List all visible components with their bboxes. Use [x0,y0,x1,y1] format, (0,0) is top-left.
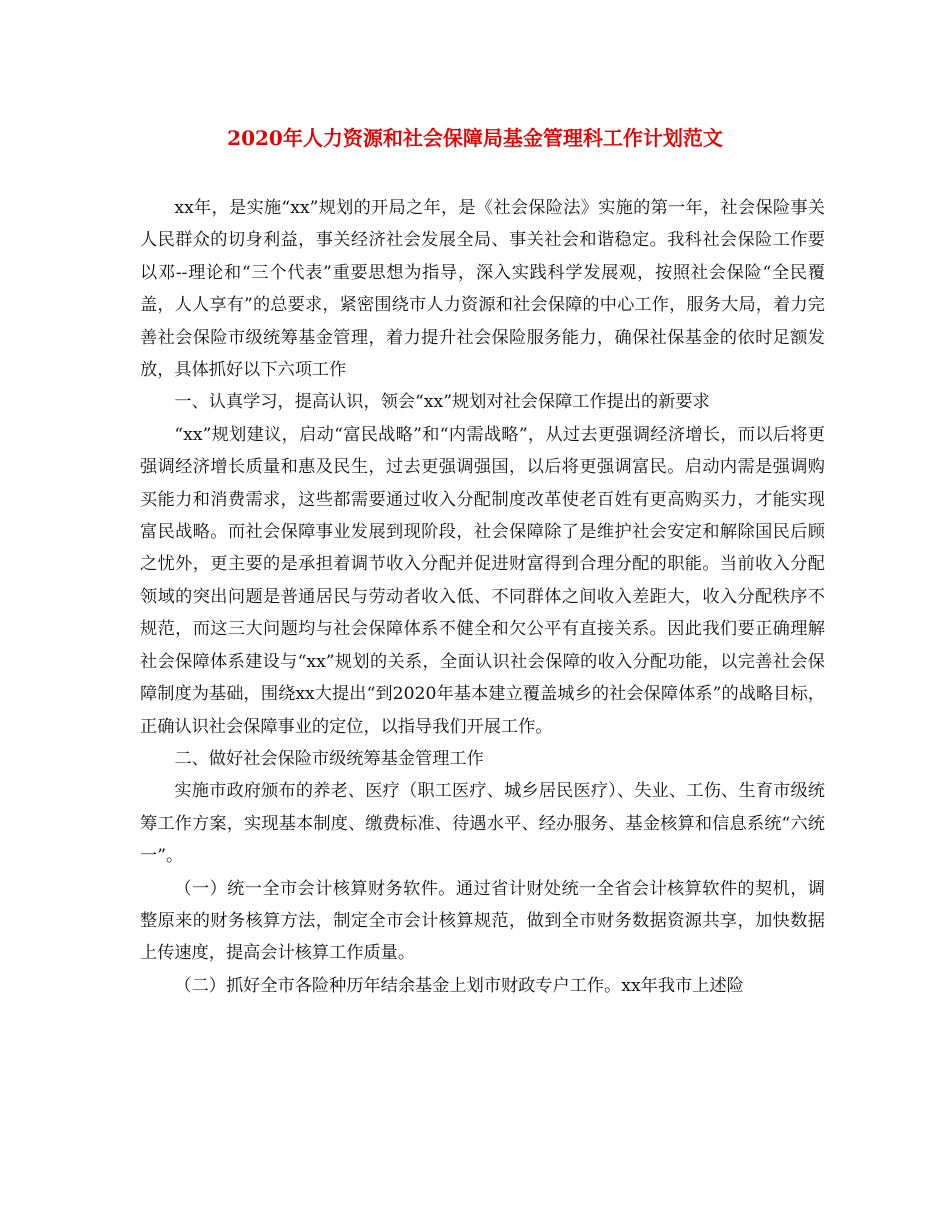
section-heading-1: 一、认真学习，提高认识，领会“xx”规划对社会保障工作提出的新要求 [174,392,710,413]
paragraph-subsection-1: （一）统一全市会计核算财务软件。通过省计财处统一全省会计核算软件的契机，调整原来的财务核算方法，制定全市会计核算规范，做到全市财务数据资源共享，加快数据上传速度，提高会计核算工作质量。 [140,878,825,964]
paragraph-section-2: 实施市政府颁布的养老、医疗（职工医疗、城乡居民医疗）、失业、工伤、生育市级统筹工作方案，实现基本制度、缴费标准、待遇水平、经办服务、基金核算和信息系统“六统一”。 [140,781,825,867]
document-body [140,192,825,1002]
paragraph-subsection-2: （二）抓好全市各险种历年结余基金上划市财政专户工作。xx年我市上述险 [174,975,744,996]
paragraph-intro: xx年，是实施“xx”规划的开局之年，是《社会保险法》实施的第一年，社会保险事关人民群众的切身利益，事关经济社会发展全局、事关社会和谐稳定。我科社会保险工作要以邓--理论和“三个代表”重要思想为指导，深入实践科学发展观，按照社会保险“全民覆盖，人人享有”的总要求，紧密围绕市人力资源和社会保障的中心工作，服务大局，着力完善社会保险市级统筹基金管理，着力提升社会保险服务能力，确保社保基金的依时足额发放，具体抓好以下六项工作 [140,198,825,381]
section-heading-2: 二、做好社会保险市级统筹基金管理工作 [174,748,484,769]
paragraph-section-1: “xx”规划建议，启动“富民战略”和“内需战略”，从过去更强调经济增长，而以后将更强调经济增长质量和惠及民生，过去更强调强国，以后将更强调富民。启动内需是强调购买能力和消费需求，这些都需要通过收入分配制度改革使老百姓有更高购买力，才能实现富民战略。而社会保障事业发展到现阶段，社会保障除了是维护社会安定和解除国民后顾之忧外，更主要的是承担着调节收入分配并促进财富得到合理分配的职能。当前收入分配领域的突出问题是普通居民与劳动者收入低、不同群体之间收入差距大，收入分配秩序不规范，而这三大问题均与社会保障体系不健全和欠公平有直接关系。因此我们要正确理解社会保障体系建设与“xx”规划的关系，全面认识社会保障的收入分配功能，以完善社会保障制度为基础，围绕xx大提出“到2020年基本建立覆盖城乡的社会保障体系”的战略目标，正确认识社会保障事业的定位，以指导我们开展工作。 [140,424,825,737]
document-title: 2020年人力资源和社会保障局基金管理科工作计划范文 [227,126,723,150]
